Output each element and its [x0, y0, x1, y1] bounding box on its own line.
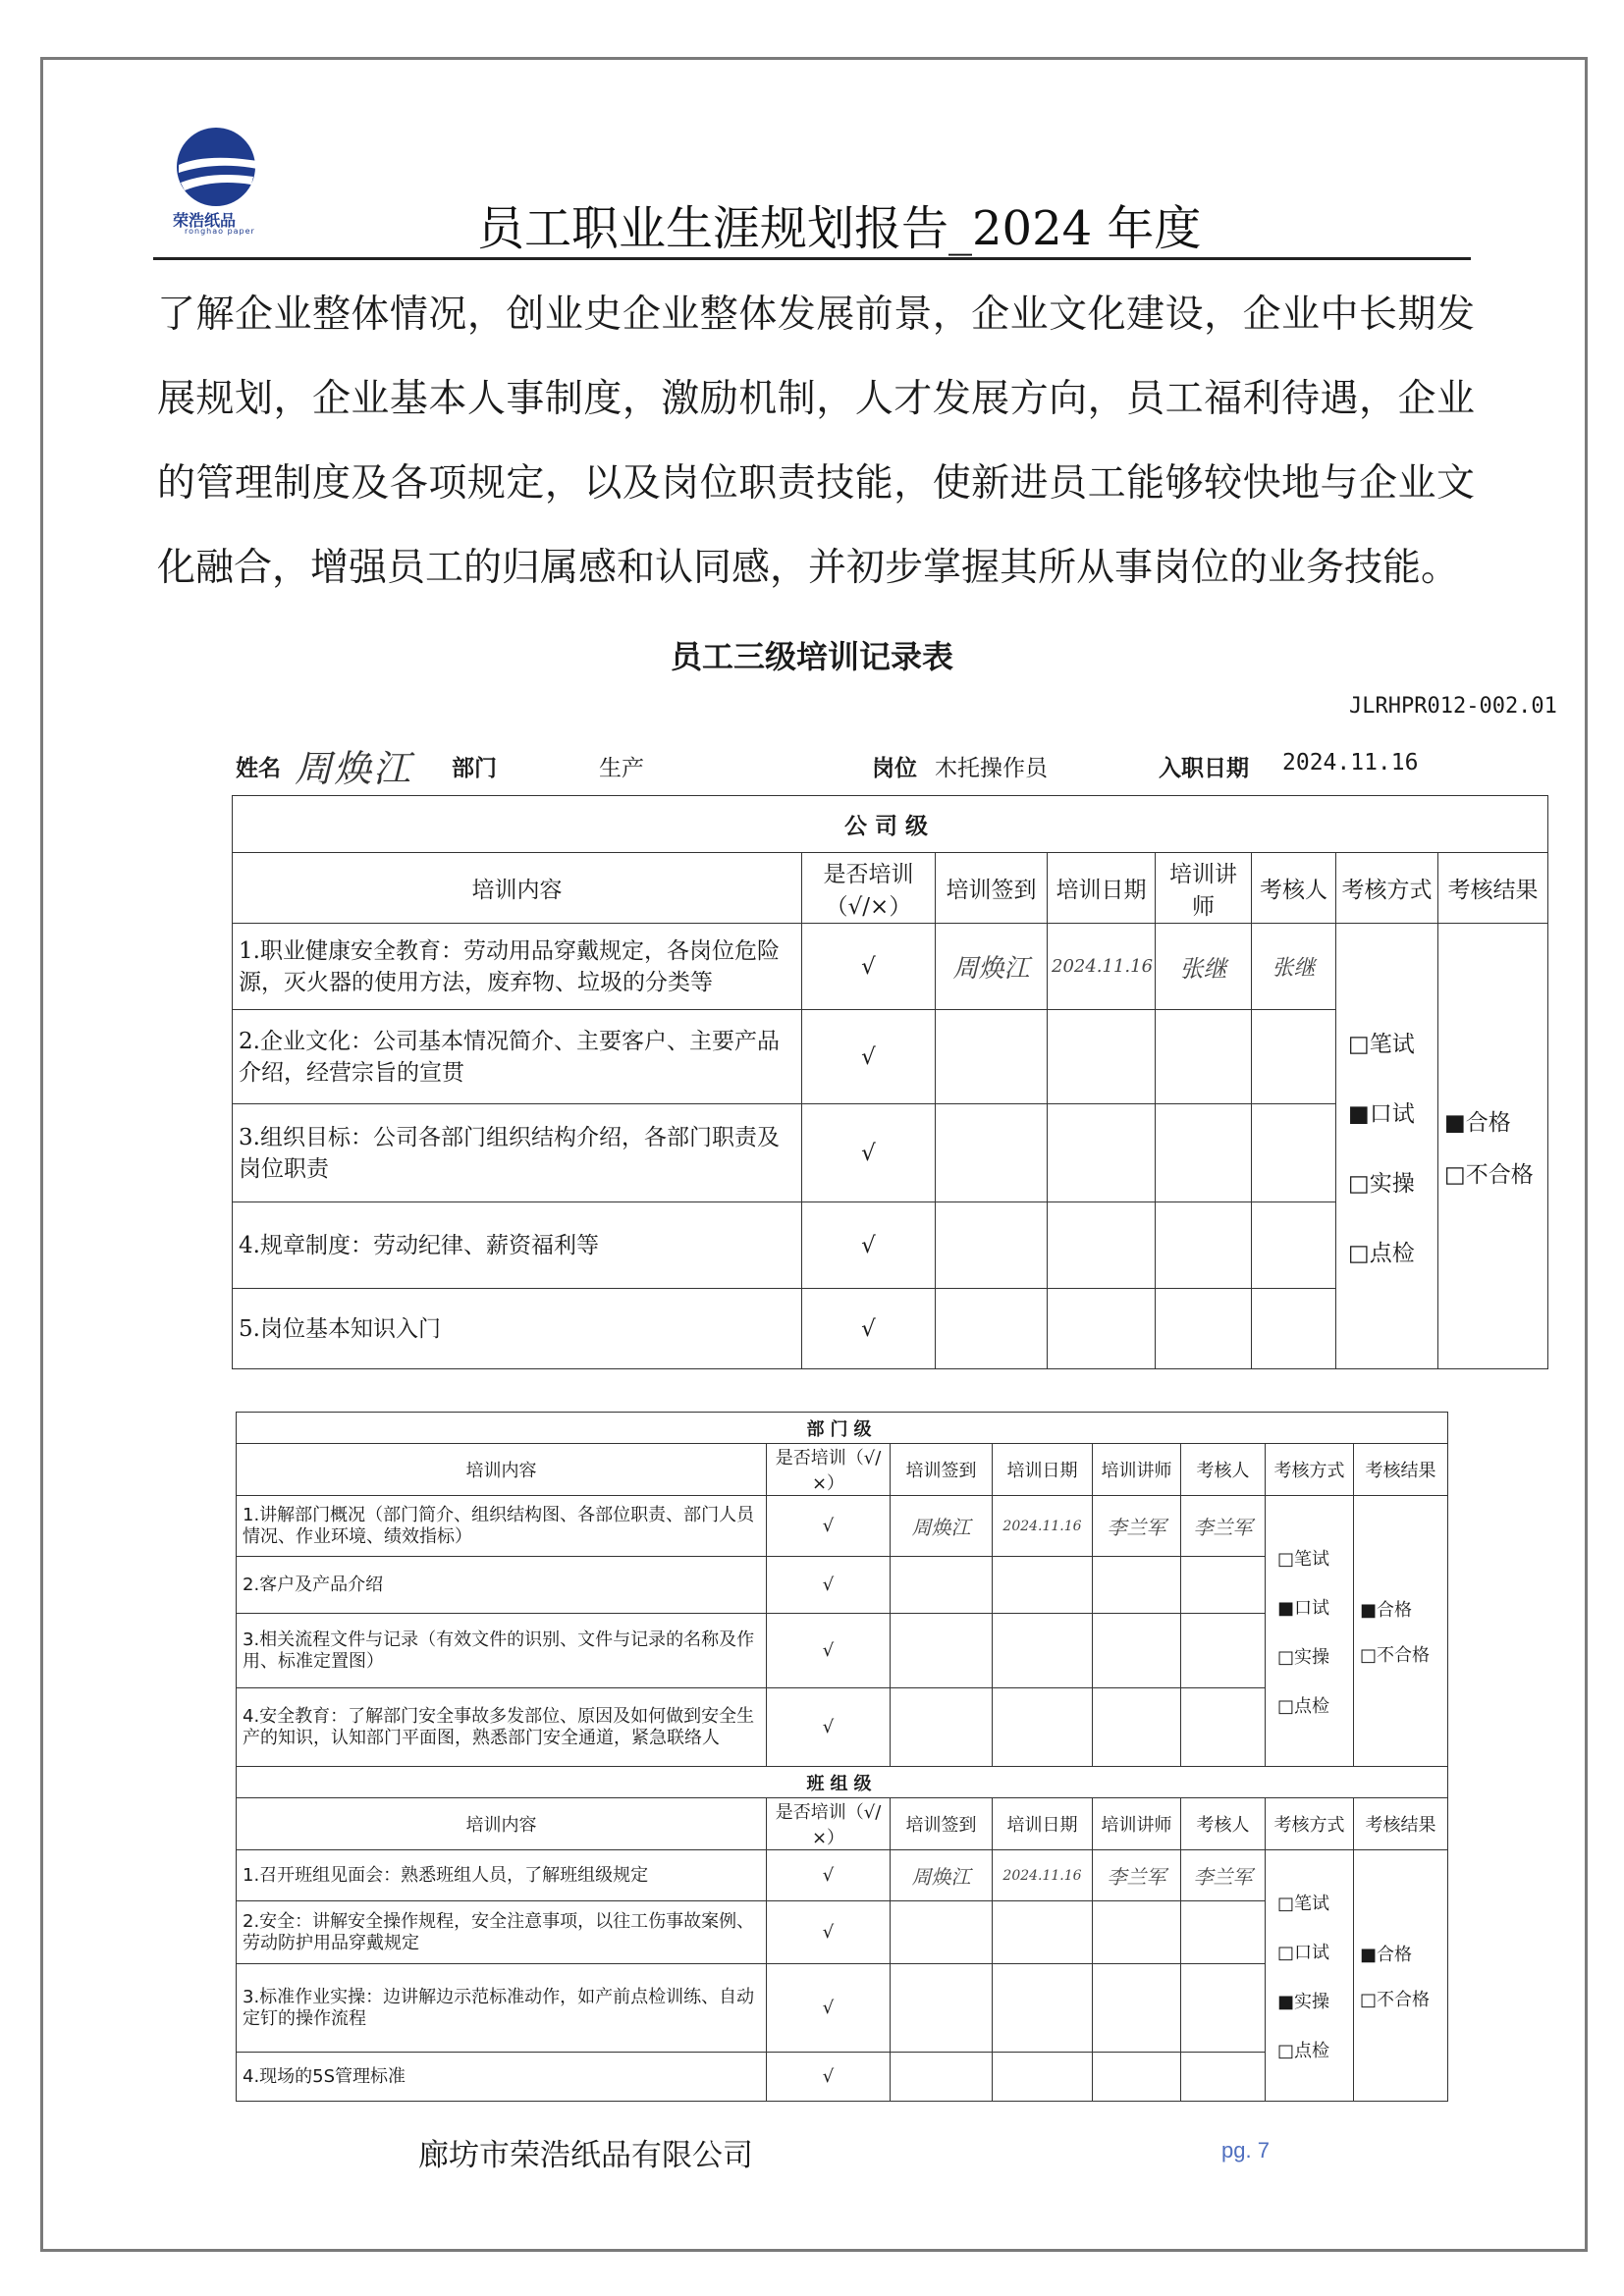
company-level-table	[232, 795, 1548, 1369]
training-date-handwritten: 2024.11.16	[1048, 924, 1156, 1010]
company-logo	[167, 126, 285, 214]
trained-check: √	[767, 1614, 891, 1688]
header-lecturer: 培训讲师	[1156, 853, 1252, 924]
exam-method-options	[1266, 1496, 1354, 1767]
training-content: 4.现场的5S管理标准	[237, 2053, 767, 2102]
trained-check: √	[802, 1010, 936, 1104]
table-row	[237, 1496, 1448, 1557]
training-content: 4.安全教育：了解部门安全事故多发部位、原因及如何做到安全生产的知识，认知部门平面图，熟悉部门安全通道，紧急联络人	[237, 1688, 767, 1767]
company-level-heading: 公司级	[233, 796, 1548, 853]
logo-text-cn: 荣浩纸品	[173, 211, 237, 230]
name-signature: 周焕江	[295, 747, 413, 790]
result-option: □不合格	[1444, 1161, 1534, 1188]
method-option: ■口试	[1348, 1100, 1415, 1127]
training-content: 2.安全：讲解安全操作规程，安全注意事项，以往工伤事故案例、劳动防护用品穿戴规定	[237, 1901, 767, 1964]
entry-date-label: 入职日期	[1159, 755, 1249, 781]
training-content: 5.岗位基本知识入门	[233, 1289, 802, 1369]
header-trained: 是否培训（√/×）	[767, 1798, 891, 1850]
trained-check: √	[767, 1850, 891, 1901]
header-date: 培训日期	[993, 1444, 1093, 1496]
header-sign: 培训签到	[891, 1798, 993, 1850]
lecturer-signature: 张继	[1156, 924, 1252, 1010]
trained-check: √	[767, 1688, 891, 1767]
lecturer-signature: 李兰军	[1093, 1850, 1181, 1901]
header-content: 培训内容	[237, 1444, 767, 1496]
header-method: 考核方式	[1266, 1798, 1354, 1850]
footer-company-name: 廊坊市荣浩纸品有限公司	[418, 2138, 753, 2173]
document-title: 员工职业生涯规划报告_2024 年度	[477, 201, 1202, 256]
exam-result-options	[1354, 1850, 1448, 2102]
training-date-handwritten: 2024.11.16	[993, 1850, 1093, 1901]
header-content: 培训内容	[233, 853, 802, 924]
header-lecturer: 培训讲师	[1093, 1444, 1181, 1496]
training-content: 1.召开班组见面会：熟悉班组人员，了解班组级规定	[237, 1850, 767, 1901]
sign-signature: 周焕江	[891, 1850, 993, 1901]
examiner-signature: 李兰军	[1181, 1850, 1266, 1901]
trained-check: √	[767, 2053, 891, 2102]
result-option: □不合格	[1360, 1644, 1431, 1666]
trained-check: √	[802, 924, 936, 1010]
header-trained: 是否培训（√/×）	[767, 1444, 891, 1496]
sign-signature: 周焕江	[891, 1496, 993, 1557]
header-sign: 培训签到	[891, 1444, 993, 1496]
training-content: 1.职业健康安全教育：劳动用品穿戴规定，各岗位危险源，灭火器的使用方法，废弃物、垃圾的分类等	[233, 924, 802, 1010]
result-option: ■合格	[1444, 1109, 1511, 1136]
dept-value: 生产	[599, 756, 644, 781]
method-option: ■口试	[1277, 1597, 1330, 1619]
result-option: □不合格	[1360, 1989, 1431, 2010]
header-method: 考核方式	[1336, 853, 1438, 924]
trained-check: √	[767, 1557, 891, 1614]
post-label: 岗位	[872, 755, 917, 781]
trained-check: √	[767, 1496, 891, 1557]
method-option: □笔试	[1277, 1893, 1330, 1914]
dept-label: 部门	[452, 755, 497, 781]
document-code: JLRHPR012-002.01	[1349, 694, 1557, 719]
exam-result-options	[1438, 924, 1548, 1369]
lecturer-signature: 李兰军	[1093, 1496, 1181, 1557]
exam-result-options	[1354, 1496, 1448, 1767]
name-label: 姓名	[236, 755, 281, 781]
method-option: □实操	[1348, 1170, 1415, 1197]
exam-method-options	[1336, 924, 1438, 1369]
header-lecturer: 培训讲师	[1093, 1798, 1181, 1850]
header-examiner: 考核人	[1252, 853, 1336, 924]
trained-check: √	[802, 1289, 936, 1369]
training-content: 3.相关流程文件与记录（有效文件的识别、文件与记录的名称及作用、标准定置图）	[237, 1614, 767, 1688]
header-examiner: 考核人	[1181, 1798, 1266, 1850]
training-content: 2.企业文化：公司基本情况简介、主要客户、主要产品介绍，经营宗旨的宣贯	[233, 1010, 802, 1104]
header-trained: 是否培训（√/×）	[802, 853, 936, 924]
header-examiner: 考核人	[1181, 1444, 1266, 1496]
title-divider	[153, 257, 1471, 260]
trained-check: √	[767, 1964, 891, 2053]
sign-signature: 周焕江	[936, 924, 1048, 1010]
trained-check: √	[767, 1901, 891, 1964]
trained-check: √	[802, 1104, 936, 1202]
header-content: 培训内容	[237, 1798, 767, 1850]
method-option: ■实操	[1277, 1991, 1330, 2012]
entry-date-value: 2024.11.16	[1282, 750, 1419, 775]
training-content: 3.组织目标：公司各部门组织结构介绍，各部门职责及岗位职责	[233, 1104, 802, 1202]
table-row	[233, 924, 1548, 1010]
trained-check: √	[802, 1202, 936, 1289]
header-result: 考核结果	[1438, 853, 1548, 924]
method-option: □口试	[1277, 1942, 1330, 1963]
training-table-title: 员工三级培训记录表	[670, 638, 953, 675]
header-sign: 培训签到	[936, 853, 1048, 924]
header-date: 培训日期	[1048, 853, 1156, 924]
training-content: 3.标准作业实操：边讲解边示范标准动作，如产前点检训练、自动定钉的操作流程	[237, 1964, 767, 2053]
method-option: □笔试	[1348, 1031, 1415, 1057]
header-date: 培训日期	[993, 1798, 1093, 1850]
method-option: □点检	[1277, 1695, 1330, 1717]
page-number: pg. 7	[1221, 2138, 1270, 2163]
header-method: 考核方式	[1266, 1444, 1354, 1496]
training-content: 4.规章制度：劳动纪律、薪资福利等	[233, 1202, 802, 1289]
training-date-handwritten: 2024.11.16	[993, 1496, 1093, 1557]
team-level-heading: 班组级	[237, 1767, 1448, 1798]
intro-paragraph: 了解企业整体情况，创业史企业整体发展前景，企业文化建设，企业中长期发展规划，企业基本人事制度，激励机制，人才发展方向，员工福利待遇，企业的管理制度及各项规定，以及岗位职责技能，使新进员工能够较快地与企业文化融合，增强员工的归属感和认同感，并初步掌握其所从事岗位的业务技能。	[157, 293, 1475, 590]
result-option: ■合格	[1360, 1944, 1413, 1965]
training-content: 2.客户及产品介绍	[237, 1557, 767, 1614]
header-result: 考核结果	[1354, 1444, 1448, 1496]
exam-method-options	[1266, 1850, 1354, 2102]
table-row	[237, 1850, 1448, 1901]
department-team-table	[236, 1412, 1448, 2102]
examiner-signature: 李兰军	[1181, 1496, 1266, 1557]
result-option: ■合格	[1360, 1599, 1413, 1621]
dept-level-heading: 部门级	[237, 1413, 1448, 1444]
examiner-signature: 张继	[1252, 924, 1336, 1010]
method-option: □点检	[1277, 2040, 1330, 2061]
post-value: 木托操作员	[935, 756, 1048, 781]
training-content: 1.讲解部门概况（部门简介、组织结构图、各部位职责、部门人员情况、作业环境、绩效指标）	[237, 1496, 767, 1557]
header-result: 考核结果	[1354, 1798, 1448, 1850]
employee-info-row	[236, 744, 1551, 790]
method-option: □点检	[1348, 1240, 1415, 1266]
logo-text-en: ronghao paper	[185, 227, 255, 236]
method-option: □实操	[1277, 1646, 1330, 1668]
method-option: □笔试	[1277, 1548, 1330, 1570]
